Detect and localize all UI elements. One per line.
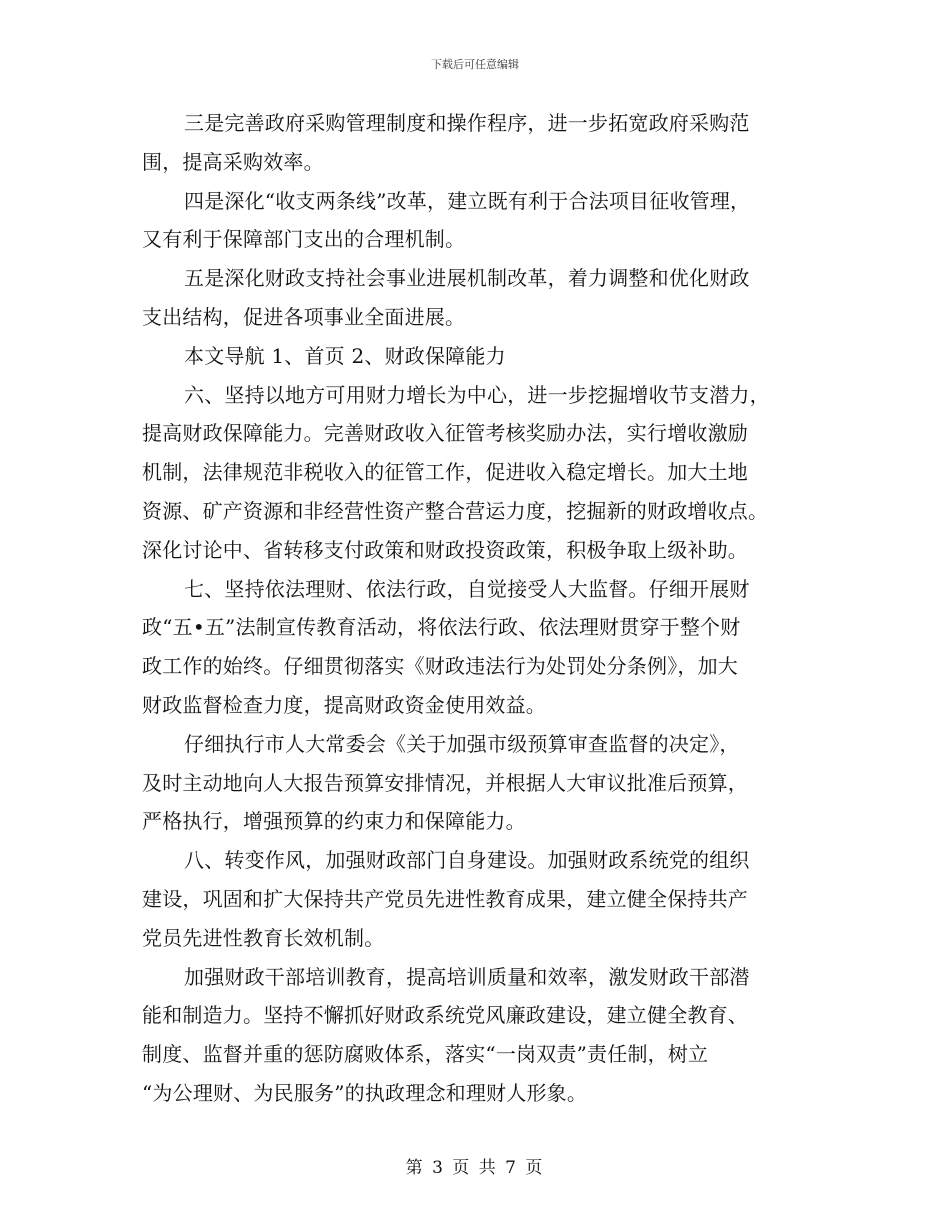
text-line: 三是完善政府采购管理制度和操作程序，进一步拓宽政府采购范: [184, 111, 750, 135]
text-line: 政工作的始终。仔细贯彻落实《财政违法行为处罚处分条例》，加大: [142, 654, 738, 679]
text-line: 机制，法律规范非税收入的征管工作，促进收入稳定增长。加大土地: [142, 460, 748, 485]
text-line: 严格执行，增强预算的约束力和保障能力。: [142, 809, 526, 834]
text-line: 政“五•五”法制宣传教育活动，将依法行政、依法理财贯穿于整个财: [142, 615, 741, 640]
text-line: 加强财政干部培训教育，提高培训质量和效率，激发财政干部潜: [184, 964, 750, 989]
text-line: 四是深化“收支两条线”改革，建立既有利于合法项目征收管理，: [184, 188, 751, 213]
text-line: 党员先进性教育长效机制。: [142, 925, 385, 950]
page-footer: 第 3 页 共 7 页: [405, 1158, 545, 1178]
text-line: 制度、监督并重的惩防腐败体系，落实“一岗双责”责任制，树立: [142, 1042, 709, 1067]
text-line: 建设，巩固和扩大保持共产党员先进性教育成果，建立健全保持共产: [142, 886, 748, 911]
text-line: 及时主动地向人大报告预算安排情况，并根据人大审议批准后预算，: [142, 770, 748, 795]
text-line: 六、坚持以地方可用财力增长为中心，进一步挖掘增收节支潜力，: [184, 382, 770, 407]
text-line: 提高财政保障能力。完善财政收入征管考核奖励办法，实行增收激励: [142, 421, 748, 446]
text-line: 又有利于保障部门支出的合理机制。: [142, 227, 466, 252]
text-line: 七、坚持依法理财、依法行政，自觉接受人大监督。仔细开展财: [184, 576, 750, 601]
text-line: 围，提高采购效率。: [142, 149, 324, 174]
page-header: 下载后可任意编辑: [431, 58, 519, 71]
text-line: 八、转变作风，加强财政部门自身建设。加强财政系统党的组织: [184, 848, 750, 873]
text-line: 支出结构，促进各项事业全面进展。: [142, 304, 466, 329]
text-line: 深化讨论中、省转移支付政策和财政投资政策，积极争取上级补助。: [142, 537, 748, 562]
document-body: [142, 104, 812, 1113]
text-line: 能和制造力。坚持不懈抓好财政系统党风廉政建设，建立健全教育、: [142, 1003, 748, 1028]
text-line: 仔细执行市人大常委会《关于加强市级预算审查监督的决定》，: [184, 731, 740, 756]
text-line: 本文导航 1、首页 2、财政保障能力: [184, 343, 506, 368]
text-line: 财政监督检查力度，提高财政资金使用效益。: [142, 692, 546, 717]
text-line: 五是深化财政支持社会事业进展机制改革，着力调整和优化财政: [184, 266, 750, 291]
text-line: 资源、矿产资源和非经营性资产整合营运力度，挖掘新的财政增收点。: [142, 498, 769, 523]
text-line: “为公理财、为民服务”的执政理念和理财人形象。: [142, 1080, 588, 1105]
